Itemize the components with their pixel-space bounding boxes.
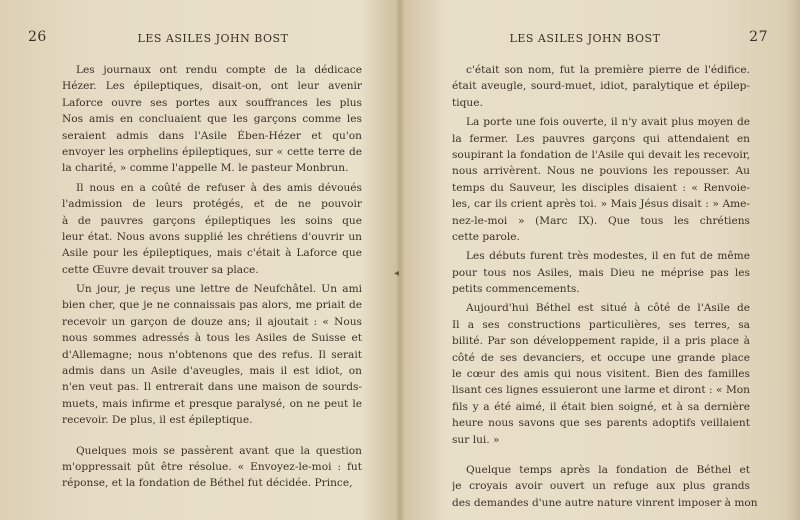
text-line: c'était son nom, fut la première pierre de l'édifice. [466,64,750,76]
gutter-thread-mark: ◂ [394,268,400,279]
text-line: sur lui. » [452,433,500,446]
text-line: les, car ils crient après toi. » Mais Jésus disait : » Ame- [452,198,750,211]
text-line: Quelques mois se passèrent avant que la question [76,444,362,457]
text-line: pour tous nos Asiles, mais Dieu ne méprise pas les [452,266,750,279]
text-line: Hézer. Les épileptiques, disait-on, ont leur avenir [62,80,362,93]
text-line: côté de ses devanciers, et occupe une grande place [452,351,750,364]
paragraph [452,114,750,245]
text-line: admis dans un Asile d'aveugles, mais il est idiot, on [62,365,362,378]
text-line: petits commencements. [452,283,580,296]
text-line: nous arrivèrent. Nous ne pouvions les repousser. Au [452,165,750,178]
left-page-header [0,29,398,48]
text-line: Il a ses constructions particulières, ses terres, sa [452,318,750,331]
text-line: temps du Sauveur, les disciples disaient : « Renvoie- [452,181,750,194]
text-line: cette Œuvre devait trouver sa place. [62,263,259,276]
text-line: le cœur des amis qui nous visitent. Bien des familles [452,368,750,381]
left-page [0,0,398,520]
text-line: cette parole. [452,230,520,243]
text-line: Les journaux ont rendu compte de la dédicace [76,64,362,76]
text-line: Les débuts furent très modestes, il en fut de même [466,250,750,263]
paragraph [62,180,362,278]
text-line: m'oppressait pût être résolue. « Envoyez-le-moi : fut [62,460,362,473]
text-line: soupirant la fondation de l'Asile qui devait les recevoir, [452,148,750,161]
text-line: tique. [452,96,483,109]
text-line: à de pauvres garçons épileptiques les soins que [62,214,362,227]
text-line: la fermer. Les pauvres garçons qui attendaient en [452,132,750,145]
text-line: bien cher, que je ne connaissais pas alors, me priait de [62,299,362,312]
text-line: heure nous savons que ses parents adoptifs veillaient [452,417,750,430]
right-page-body [452,62,758,514]
right-page-header [402,29,800,48]
text-line: Un jour, je reçus une lettre de Neufchâtel. Un ami [76,283,362,296]
paragraph [452,248,750,297]
text-line: muets, mais infirme et presque paralysé, on ne peut le [62,397,362,410]
text-line: des demandes d'une autre nature vinrent imposer à mon [452,496,758,509]
text-line: La porte une fois ouverte, il n'y avait plus moyen de [466,116,750,129]
paragraph [62,281,362,429]
paragraph [452,62,750,111]
right-running-title: LES ASILES JOHN BOST [509,32,661,45]
page-edge-shadow [786,0,800,520]
text-line: n'en veut pas. Il entrerait dans une maison de sourds- [62,381,362,394]
text-line: l'admission de leurs protégés, et de ne pouvoir [62,198,362,211]
text-line: seraient admis dans l'Asile Ében-Hézer et qu'on [62,129,362,142]
paragraph [452,300,750,448]
paragraph [452,462,758,511]
text-line: envoyer les orphelins épileptiques, sur « cette terre de [62,145,362,158]
text-line: était aveugle, sourd-muet, idiot, paralytique et épilep- [452,80,750,93]
right-page-number: 27 [749,29,768,45]
text-line: recevoir. De plus, il est épileptique. [62,414,253,427]
text-line: réponse, et la fondation de Béthel fut décidée. Prince, [62,477,353,490]
paragraph [62,443,362,492]
text-line: nez-le-moi » (Marc IX). Que tous les chrétiens [452,214,750,227]
text-line: je croyais avoir ouvert un refuge aux plus grands [452,480,750,493]
left-running-title: LES ASILES JOHN BOST [137,32,289,45]
text-line: nous sommes adressés à tous les Asiles de Suisse et [62,332,362,345]
text-line: lisant ces lignes essuieront une larme et diront : « Mon [452,384,750,397]
text-line: Asile pour les épileptiques, mais c'était à Laforce que [62,247,362,260]
text-line: Il nous en a coûté de refuser à des amis dévoués [76,181,362,194]
text-line: la charité, » comme l'appelle M. le pasteur Monbrun. [62,162,349,175]
text-line: recevoir un garçon de douze ans; il ajoutait : « Nous [62,315,362,328]
text-line: Aujourd'hui Béthel est situé à côté de l'Asile de [466,302,750,315]
paragraph [62,62,362,177]
text-line: d'Allemagne; nous n'obtenons que des refus. Il serait [62,348,362,361]
text-line: leur état. Nous avons supplié les chrétiens d'ouvrir un [62,230,362,243]
text-line: Laforce ouvre ses portes aux souffrances les plus [62,96,362,109]
right-page [402,0,800,520]
left-page-body [62,62,362,495]
left-page-number: 26 [28,29,47,45]
text-line: bilité. Par son développement rapide, il a pris place à [452,335,750,348]
text-line: Nos amis en concluaient que les garçons comme les [62,113,362,126]
text-line: Quelque temps après la fondation de Béthel et [466,463,750,476]
text-line: fils y a été aimé, il était bien soigné, et à sa dernière [452,400,750,413]
